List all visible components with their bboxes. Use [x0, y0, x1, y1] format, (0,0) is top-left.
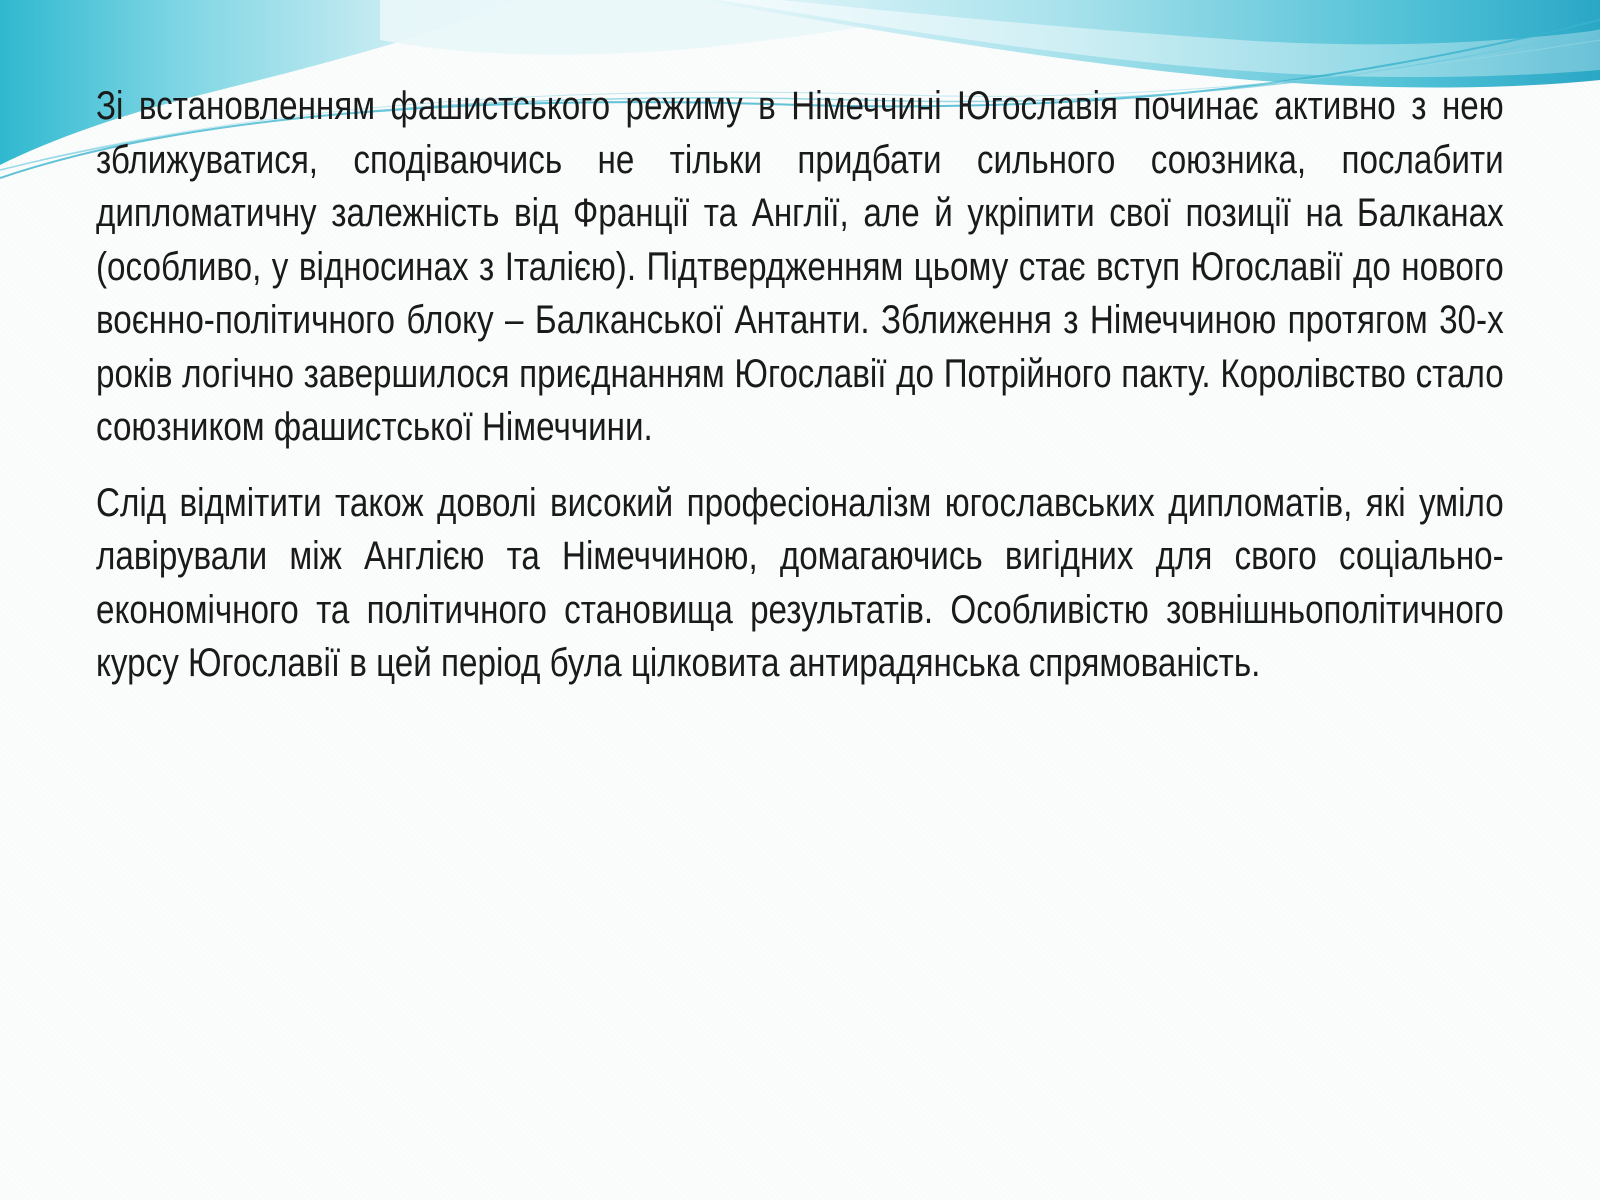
paragraph-2: Слід відмітити також доволі високий професіоналізм югославських дипломатів, які уміло лавірували між Англією та Німеччиною, домагаючись вигідних для свого соціально-економічного та політичного становища результатів. Особливістю зовнішньополітичного курсу Югославії в цей період була цілковита антирадянська спрямованість. — [96, 480, 1504, 685]
slide-body — [96, 80, 1504, 713]
paragraph-1: Зі встановленням фашистського режиму в Німеччині Югославія починає активно з нею зближуватися, сподіваючись не тільки придбати сильного союзника, послабити дипломатичну залежність від Франції та Англії, але й укріпити свої позиції на Балканах (особливо, у відносинах з Італією). Підтвердженням цьому стає вступ Югославії до нового воєнно-політичного блоку – Балканської Антанти. Зближення з Німеччиною протягом 30-х років логічно завершилося приєднанням Югославії до Потрійного пакту. Королівство стало союзником фашистської Німеччини. — [96, 84, 1504, 449]
